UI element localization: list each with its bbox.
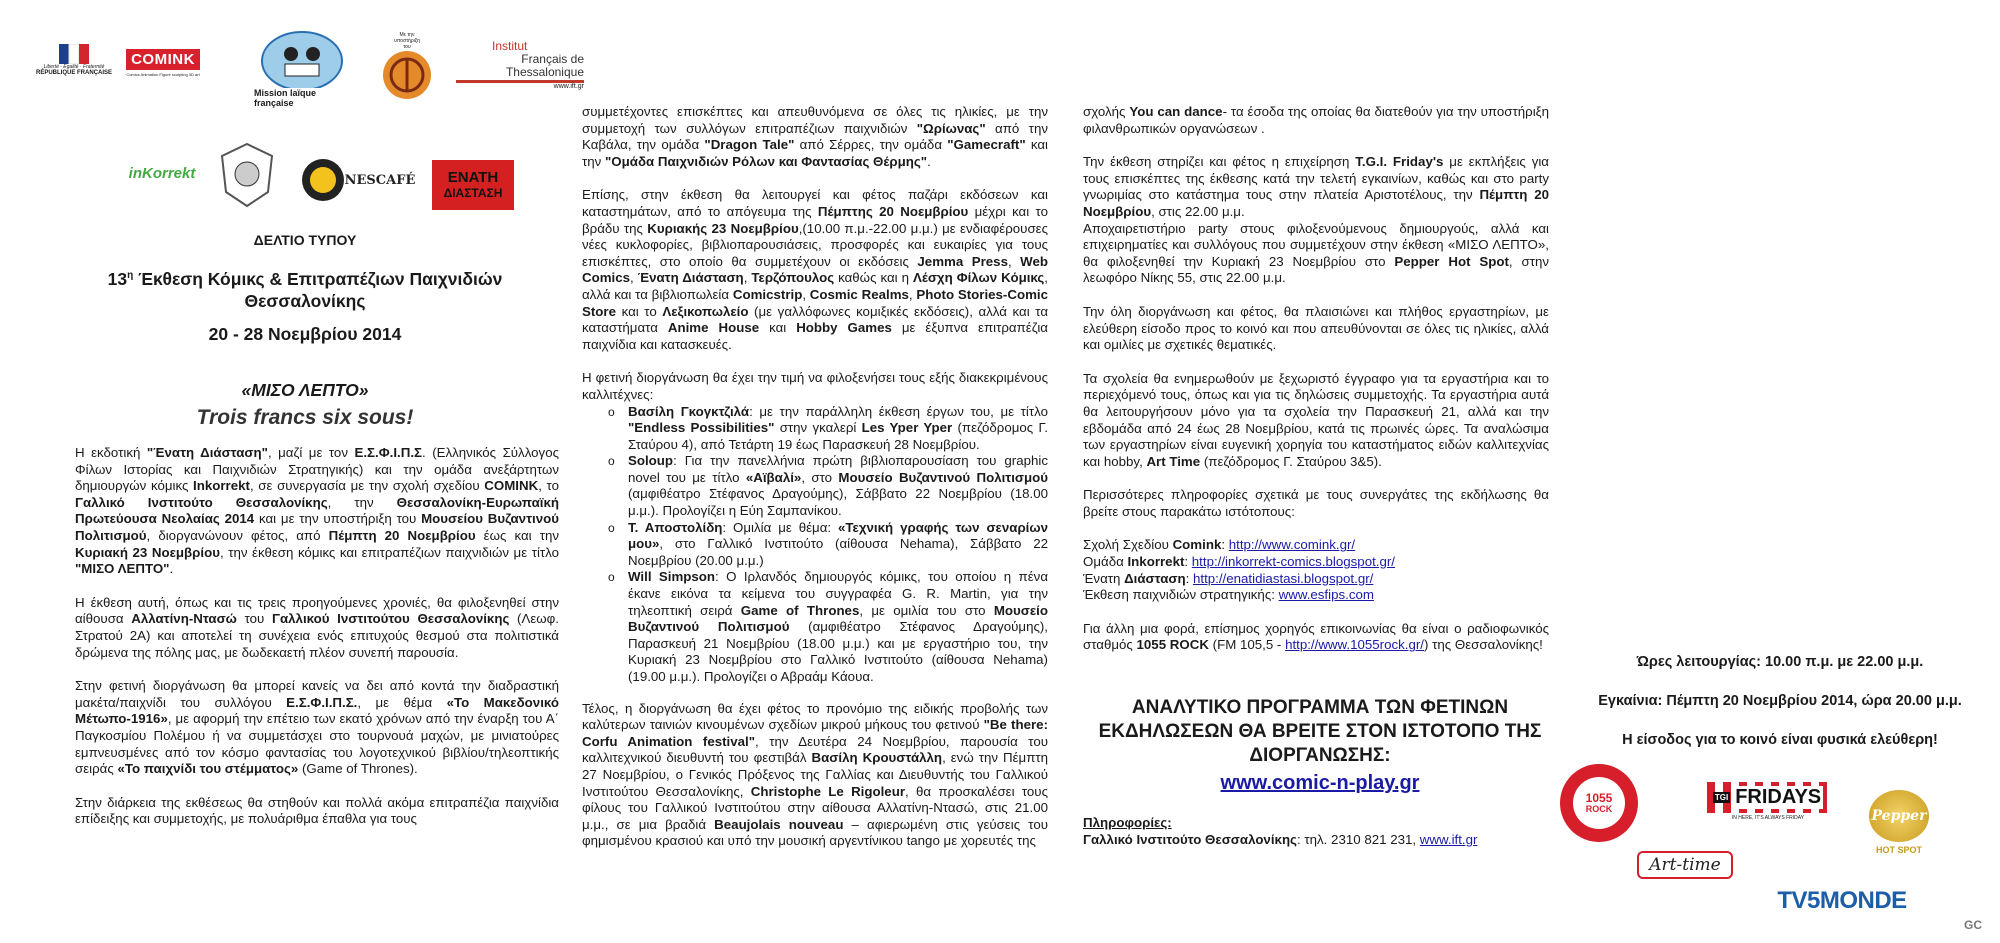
museum-emblem-icon: [382, 50, 432, 100]
free-entry: Η είσοδος για το κοινό είναι φυσικά ελεύθερη!: [1622, 732, 1938, 748]
logo-enati-diastasi: ΕΝΑΤΗ ΔΙΑΣΤΑΣΗ: [432, 160, 514, 210]
logo-nescafe: NESCAFÉ: [344, 172, 416, 188]
logo-tv5monde: TV5MONDE: [1777, 887, 1907, 914]
column-2-body: [582, 104, 1048, 867]
col3-paragraph-4: Τα σχολεία θα ενημερωθούν με ξεχωριστό έγγραφο για τα εργαστήρια και το περιεχόμενό τους, όπως και για τις δηλώσεις συμμετοχής. Τα εργαστήρια αυτά θα λειτουργήσουν μόνο για τα σχολεία την Παρασκευή 21, αλλά και την εβδομάδα από 24 έως 28 Νοεμβρίου, κατά τις πρωινές ώρες. Τα αναλώσιμα των εργαστηρίων είναι ευγενική χορηγία του καταστήματος ειδών καλλιτεχνίας και hobby, Art Time (πεζόδρομος Γ. Σταύρου 3&5).: [1083, 370, 1549, 469]
program-heading: ΑΝΑΛΥΤΙΚΟ ΠΡΟΓΡΑΜΜΑ ΤΩΝ ΦΕΤΙΝΩΝ ΕΚΔΗΛΩΣΕΩΝ ΘΑ ΒΡΕΙΤΕ ΣΤΟΝ ΙΣΤΟΤΟΠΟ ΤΗΣ ΔΙΟΡΓΑΝΩΣΗΣ:: [1098, 697, 1542, 766]
col3-paragraph-6: Για άλλη μια φορά, επίσημος χορηγός επικοινωνίας θα είναι ο ραδιοφωνικός σταθμός 1055 ROCK (FM 105,5 - http://www.1055rock.gr/) της Θεσσαλονίκης!: [1083, 620, 1549, 653]
rock-radio-link[interactable]: http://www.1055rock.gr/: [1285, 637, 1425, 653]
logo-byzantine-museum: Με την υποστήριξη του: [380, 26, 434, 106]
col1-paragraph-3: Στην φετινή διοργάνωση θα μπορεί κανείς να δει από κοντά την διαδραστική μακέτα/παιχνίδι του συλλόγου Ε.Σ.Φ.Ι.Π.Σ., με θέμα «Το Μακεδονικό Μέτωπο-1916», με αφορμή την επέτειο των εκατό χρόνων από την έναρξη του Α΄ Παγκοσμίου Πολέμου ή να συμμετάσχει στο τουρνουά μαχών, με μινιατούρες εμπνευσμένες από τον κόσμο φαντασίας του λογοτεχνικού βιβλίου/τηλεοπτικής σειράς «Το παιχνίδι του στέμματος» (Game of Thrones).: [75, 678, 559, 777]
list-item: o Τ. Αποστολίδη: Ομιλία με θέμα: «Τεχνική γραφής των σεναρίων μου», στο Γαλλικό Ινστιτούτο (αίθουσα Nehama), Σάββατο 22 Νοεμβρίου (20.00 μ.μ.): [628, 520, 1048, 570]
list-item: o Will Simpson: Ο Ιρλανδός δημιουργός κόμικς, του οποίου η πένα έκανε εικόνα τα κείμενα του συγγραφέα G. R. Martin, για την τηλεοπτική σειρά Game of Thrones, με ομιλία του στο Μουσείο Βυζαντινού Πολιτισμού (αμφιθέατρο Στέφανος Δραγούμης), Παρασκευή 21 Νοεμβρίου (18.00 μ.μ.) και με εργαστήριο του, την Κυριακή 23 Νοεμβρίου στο Γαλλικό Ινστιτούτο (αίθουσα Nehama) (19.00 μ.μ.). Προλογίζει ο Αβραάμ Κάουα.: [628, 569, 1048, 685]
list-item: o Βασίλη Γκογκτζιλά: με την παράλληλη έκθεση έργων του, με τίτλο "Endless Possibilities" στην γκαλερί Les Yper Yper (πεζόδρομος Γ. Σταύρου 4), από Τετάρτη 19 έως Παρασκευή 28 Νοεμβρίου.: [628, 404, 1048, 454]
col2-paragraph-4: Τέλος, η διοργάνωση θα έχει φέτος το προνόμιο της ειδικής προβολής των καλύτερων ταινιών κινουμένων σχεδίων μικρού μήκους του φετινού "Be there: Corfu Animation festival", την Δευτέρα 24 Νοεμβρίου, παρουσία του καλλιτεχνικού διευθυντή του φεστιβάλ Βασίλη Κρουστάλλη, ενώ την Πέμπτη 27 Νοεμβρίου, ο Γενικός Πρόξενος της Γαλλίας και Διευθυντής του Γαλλικού Ινστιτούτου Θεσσαλονίκης, Christophe Le Rigoleur, θα προσκαλέσει τους φίλους του Γαλλικού Ινστιτούτου στην αίθουσα Αλλατίνη-Ντασώ, στις 21.00 μ.μ., σε μια βραδιά Beaujolais nouveau – αφιερωμένη στις γεύσεις του φημισμένου κρασιού και υπό την μουσική αργεντίνικου tango με χορευτές της: [582, 700, 1049, 849]
logo-esfips: [212, 138, 282, 212]
col2-paragraph-3: Η φετινή διοργάνωση θα έχει την τιμή να φιλοξενήσει τους εξής διακεκριμένους καλλιτέχνες:: [582, 370, 1048, 402]
press-release-label: ΔΕΛΤΙΟ ΤΥΠΟΥ: [253, 232, 357, 248]
page-title: $13^\eta$ Έκθεση Κόμικς & Επιτραπέζιων Παιχνιδιών Θεσσαλονίκης: [107, 268, 503, 311]
opening-hours: Ώρες λειτουργίας: 10.00 π.μ. με 22.00 μ.μ.: [1636, 654, 1924, 670]
logo-1055-rock: 1055 ROCK: [1560, 764, 1638, 842]
col1-paragraph-2: Η έκθεση αυτή, όπως και τις τρεις προηγούμενες χρονιές, θα φιλοξενηθεί στην αίθουσα Αλλατίνη-Ντασώ του Γαλλικού Ινστιτούτου Θεσσαλονίκης (Λεωφ. Στρατού 2Α) και αποτελεί τη συνέχεια ενός επιτυχούς θεσμού στα πολιτιστικά δρώμενα της πόλης μας, με δωδεκαετή πλέον συνεπή παρουσία.: [75, 594, 559, 660]
list-item: Σχολή Σχεδίου Comink: http://www.comink.gr/: [1083, 537, 1356, 553]
column-1-body: [75, 445, 559, 845]
ift-link[interactable]: www.ift.gr: [1419, 832, 1478, 847]
thessaloniki-circle-icon: [301, 158, 345, 202]
list-item: Ομάδα Inkorrekt: http://inkorrekt-comics.blogspot.gr/: [1083, 554, 1396, 570]
col1-paragraph-4: Στην διάρκεια της εκθέσεως θα στηθούν και πολλά ακόμα επιτραπέζια παιχνίδια επίδειξης και συμμετοχής, με πολυάριθμα έπαθλα για τους: [75, 794, 559, 827]
marianne-flag-icon: [59, 44, 89, 64]
list-item: Ένατη Διάσταση: http://enatidiastasi.blogspot.gr/: [1083, 570, 1374, 586]
esfips-shield-icon: [216, 140, 278, 210]
event-name: «ΜΙΣΟ ΛΕΠΤΟ»: [241, 380, 369, 400]
list-item: Έκθεση παιχνιδιών στρατηγικής: www.esfips.com: [1083, 587, 1374, 603]
inkorrekt-link[interactable]: http://inkorrekt-comics.blogspot.gr/: [1191, 554, 1396, 570]
list-item: o Soloup: Για την πανελλήνια πρώτη βιβλιοπαρουσίαση του graphic novel του με τίτλο «Αϊβαλί», στο Μουσείο Βυζαντινού Πολιτισμού (αμφιθέατρο Στέφανος Δραγούμης), Σάββατο 22 Νοεμβρίου (18.00 μ.μ.). Προλογίζει η Εύη Σαμπανίκου.: [628, 453, 1048, 519]
opening-ceremony: Εγκαίνια: Πέμπτη 20 Νοεμβρίου 2014, ώρα 20.00 μ.μ.: [1598, 693, 1962, 709]
info-block: Πληροφορίες: Γαλλικό Ινστιτούτο Θεσσαλονίκης: τηλ. 2310 821 231, www.ift.gr: [1083, 814, 1563, 848]
logo-tgi-fridays: TGI FRIDAYS IN HERE, IT'S ALWAYS FRIDAY: [1708, 770, 1828, 832]
logo-institut-francais: Institut Français de Thessalonique www.ift.gr: [456, 38, 584, 90]
event-subtitle: Trois francs six sous!: [196, 406, 414, 429]
col3-paragraph-3: Την όλη διοργάνωση και φέτος, θα πλαισιώνει και πλήθος εργαστηρίων, με ελεύθερη είσοδο προς το κοινό και που απευθύνονται σε όλες τις ηλικίες, αλλά και ομιλίες με σχετικές θεματικές.: [1083, 303, 1549, 353]
rf-label: RÉPUBLIQUE FRANÇAISE: [35, 70, 112, 76]
col1-paragraph-1: Η εκδοτική "Ένατη Διάσταση", μαζί με τον Ε.Σ.Φ.Ι.Π.Σ. (Ελληνικός Σύλλογος Φίλων Ιστορίας και Παιχνιδιών Στρατηγικής) και την ομάδα ανεξάρτητων δημιουργών κόμικς Inkorrekt, σε συνεργασία με την σχολή σχεδίου COMINK, το Γαλλικό Ινστιτούτο Θεσσαλονίκης, την Θεσσαλονίκη-Ευρωπαϊκή Πρωτεύουσα Νεολαίας 2014 και με την υποστήριξη του Μουσείου Βυζαντινού Πολιτισμού, διοργανώνουν φέτος, από Πέμπτη 20 Νοεμβρίου έως και την Κυριακή 23 Νοεμβρίου, την έκθεση κόμικς και επιτραπέζιων παιχνιδιών με τίτλο "ΜΙΣΟ ΛΕΠΤΟ".: [75, 445, 560, 577]
comink-link[interactable]: http://www.comink.gr/: [1228, 537, 1356, 553]
artists-list: [582, 404, 1048, 686]
col2-paragraph-2: Επίσης, στην έκθεση θα λειτουργεί και φέτος παζάρι εκδόσεων και καταστημάτων, από το απόγευμα της Πέμπτης 20 Νοεμβρίου μέχρι και το βράδυ της Κυριακής 23 Νοεμβρίου,(10.00 π.μ.-22.00 μ.μ.) με ενδιαφέρουσες νέες κυκλοφορίες, βιβλιοπαρουσιάσεις, προσφορές και ευκαιρίες για τους επισκέπτες, στο οποίο θα συμμετέχουν οι εκδόσεις Jemma Press, Web Comics, Ένατη Διάσταση, Τερζόπουλος καθώς και η Λέσχη Φίλων Κόμικς, αλλά και τα βιβλιοπωλεία Comicstrip, Cosmic Realms, Photo Stories-Comic Store και το Λεξικοπωλείο (με γαλλόφωνες κομιξικές εκδόσεις), αλλά και τα καταστήματα Anime House και Hobby Games με έξυπνα επιτραπέζια παιχνίδια και κατασκευές.: [582, 187, 1049, 352]
column-3-body: [1083, 104, 1549, 671]
logo-mission-laique: Mission laïque française: [254, 30, 349, 108]
globe-children-icon: [259, 30, 345, 88]
corner-mark: GC: [1964, 918, 1982, 932]
logo-comink: COMINK Comics Animation Figure sculpting 3D art: [126, 51, 200, 77]
logo-inkorrekt: inKorrekt: [128, 164, 196, 182]
col2-paragraph-1: συμμετέχοντες επισκέπτες και απευθυνόμενα σε όλες τις ηλικίες, με την συμμετοχή των συλλόγων επιτραπέζιων παιχνιδιών "Ωρίωνας" από την Καβάλα, την ομάδα "Dragon Tale" από Σέρρες, την ομάδα "Gamecraft" και την "Ομάδα Παιχνιδιών Ρόλων και Φαντασίας Θέρμης".: [582, 104, 1048, 169]
col3-paragraph-2: Την έκθεση στηρίζει και φέτος η επιχείρηση T.G.I. Friday's με εκπλήξεις για τους επισκέπτες της έκθεσης κατά την τελετή εγκαινίων, καθώς και στο party γνωριμίας στο κατάστημα τους στην πλατεία Αριστοτέλους, την Πέμπτη 20 Νοεμβρίου, στις 22.00 μ.μ. Αποχαιρετιστήριο party στους φιλοξενούμενους δημιουργούς, αλλά και επιχειρηματίες και συλλόγους που συμμετέχουν στην έκθεση «ΜΙΣΟ ΛΕΠΤΟ», θα φιλοξενηθεί την Κυριακή 23 Νοεμβρίου στο Pepper Hot Spot, στην λεωφόρο Νίκης 55, στις 22.00 μ.μ.: [1083, 154, 1549, 286]
info-title: Πληροφορίες:: [1083, 815, 1172, 830]
program-link[interactable]: www.comic-n-play.gr: [1220, 772, 1420, 794]
rf-motto: Liberté · Égalité · Fraternité: [43, 64, 105, 70]
partner-links: [1083, 537, 1549, 603]
enati-diastasi-link[interactable]: http://enatidiastasi.blogspot.gr/: [1192, 570, 1374, 586]
logo-republique-francaise: [34, 38, 114, 82]
col3-paragraph-5: Περισσότερες πληροφορίες σχετικά με τους συνεργάτες της εκδήλωσης θα βρείτε στους παρακάτω ιστότοπους:: [1083, 487, 1549, 519]
logo-art-time: Art-time: [1630, 830, 1740, 900]
esfips-link[interactable]: www.esfips.com: [1278, 587, 1374, 603]
col3-paragraph-1: σχολής You can dance- τα έσοδα της οποίας θα διατεθούν για την υποστήριξη φιλανθρωπικών οργανώσεων .: [1083, 104, 1550, 136]
event-dates: 20 - 28 Νοεμβρίου 2014: [208, 324, 402, 344]
logo-thessaloniki-youth: [300, 148, 346, 212]
logo-pepper-hot-spot: Pepper HOT SPOT: [1862, 784, 1936, 860]
